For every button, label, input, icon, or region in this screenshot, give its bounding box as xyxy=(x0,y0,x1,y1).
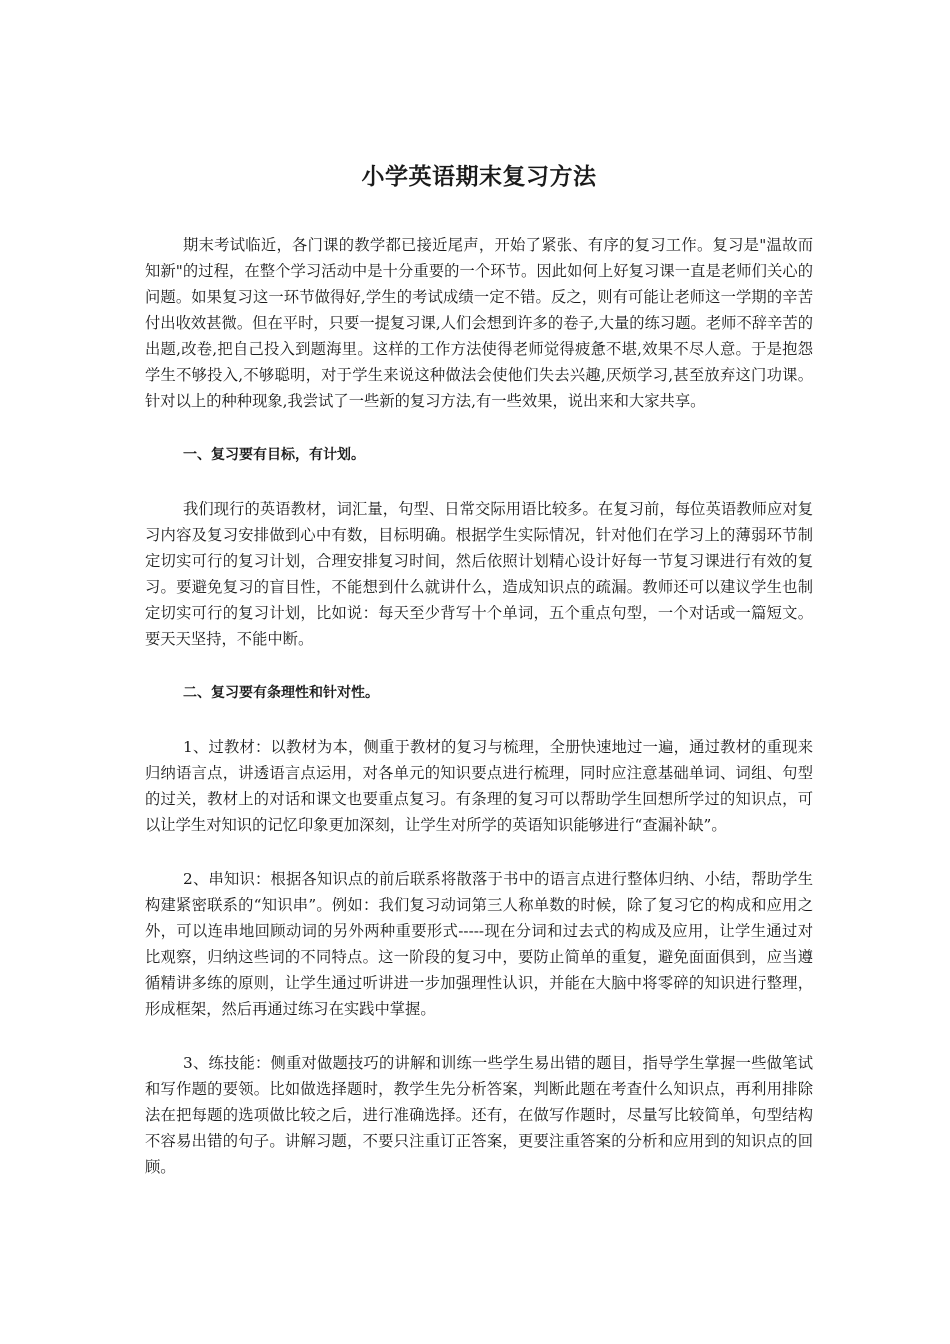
section-2-heading: 二、复习要有条理性和针对性。 xyxy=(183,685,379,701)
section-2-item-1: 1、过教材：以教材为本，侧重于教材的复习与梳理，全册快速地过一遍，通过教材的重现来归纳语言点，讲透语言点运用，对各单元的知识要点进行梳理，同时应注意基础单词、词组、句型的过关，教材上的对话和课文也要重点复习。有条理的复习可以帮助学生回想所学过的知识点，可以让学生对知识的记忆印象更加深刻，让学生对所学的英语知识能够进行“查漏补缺”。 xyxy=(145,738,813,834)
section-1-paragraph: 我们现行的英语教材，词汇量，句型、日常交际用语比较多。在复习前，每位英语教师应对复习内容及复习安排做到心中有数，目标明确。根据学生实际情况，针对他们在学习上的薄弱环节制定切实可行的复习计划，合理安排复习时间，然后依照计划精心设计好每一节复习课进行有效的复习。要避免复习的盲目性，不能想到什么就讲什么，造成知识点的疏漏。教师还可以建议学生也制定切实可行的复习计划，比如说：每天至少背写十个单词，五个重点句型，一个对话或一篇短文。要天天坚持，不能中断。 xyxy=(145,500,813,648)
section-1-heading: 一、复习要有目标，有计划。 xyxy=(183,447,365,463)
section-2-item-3: 3、练技能：侧重对做题技巧的讲解和训练一些学生易出错的题目，指导学生掌握一些做笔试和写作题的要领。比如做选择题时，教学生先分析答案，判断此题在考查什么知识点，再利用排除法在把每题的选项做比较之后，进行准确选择。还有，在做写作题时，尽量写比较简单，句型结构不容易出错的句子。讲解习题，不要只注重订正答案，更要注重答案的分析和应用到的知识点的回顾。 xyxy=(145,1054,813,1176)
document-page xyxy=(145,160,813,1208)
document-title: 小学英语期末复习方法 xyxy=(361,163,597,190)
intro-paragraph: 期末考试临近，各门课的教学都已接近尾声，开始了紧张、有序的复习工作。复习是"温故而知新"的过程，在整个学习活动中是十分重要的一个环节。因此如何上好复习课一直是老师们关心的问题。如果复习这一环节做得好,学生的考试成绩一定不错。反之，则有可能让老师这一学期的辛苦付出收效甚微。但在平时，只要一提复习课,人们会想到许多的卷子,大量的练习题。老师不辞辛苦的出题,改卷,把自己投入到题海里。这样的工作方法使得老师觉得疲惫不堪,效果不尽人意。于是抱怨学生不够投入,不够聪明，对于学生来说这种做法会使他们失去兴趣,厌烦学习,甚至放弃这门功课。针对以上的种种现象,我尝试了一些新的复习方法,有一些效果，说出来和大家共享。 xyxy=(145,236,813,410)
section-2-item-2: 2、串知识：根据各知识点的前后联系将散落于书中的语言点进行整体归纳、小结，帮助学生构建紧密联系的“知识串”。例如：我们复习动词第三人称单数的时候，除了复习它的构成和应用之外，可以连串地回顾动词的另外两种重要形式-----现在分词和过去式的构成及应用，让学生通过对比观察，归纳这些词的不同特点。这一阶段的复习中，要防止简单的重复，避免面面俱到，应当遵循精讲多练的原则，让学生通过听讲进一步加强理性认识，并能在大脑中将零碎的知识进行整理，形成框架，然后再通过练习在实践中掌握。 xyxy=(145,870,813,1018)
